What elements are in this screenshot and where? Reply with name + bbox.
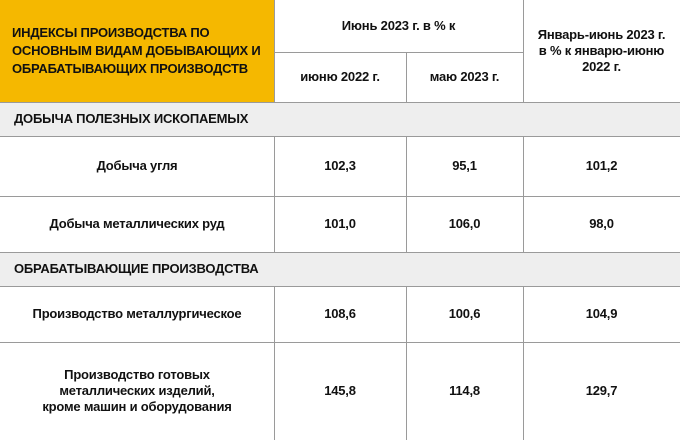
column-divider: [406, 286, 407, 440]
row-divider: [0, 136, 680, 137]
value-jan-june: 98,0: [589, 216, 614, 231]
value-jan-june: 101,2: [585, 158, 618, 173]
column-divider: [523, 286, 524, 440]
column-header-june-2022: июню 2022 г.: [300, 69, 380, 84]
value-may-2023: 100,6: [448, 306, 481, 321]
value-may-2023: 114,8: [449, 383, 480, 398]
table-title: ИНДЕКСЫ ПРОИЗВОДСТВА ПО ОСНОВНЫМ ВИДАМ ДОБЫВАЮЩИХ И ОБРАБАТЫВАЮЩИХ ПРОИЗВОДСТВ: [0, 0, 274, 102]
row-label: Добыча угля: [96, 158, 178, 173]
row-divider: [0, 196, 680, 197]
row-label: Производство готовых металлических изделий, кроме машин и оборудования: [42, 367, 232, 414]
section-header-mining: ДОБЫЧА ПОЛЕЗНЫХ ИСКОПАЕМЫХ: [0, 102, 680, 136]
value-june-2022: 101,0: [324, 216, 356, 231]
row-divider: [0, 342, 680, 343]
section-header-manufacturing: ОБРАБАТЫВАЮЩИЕ ПРОИЗВОДСТВА: [0, 252, 680, 286]
column-divider: [523, 0, 524, 102]
value-june-2022: 145,8: [324, 383, 356, 398]
value-may-2023: 106,0: [448, 216, 481, 231]
row-divider: [0, 102, 680, 103]
column-header-may-2023: маю 2023 г.: [429, 69, 500, 84]
value-jan-june: 104,9: [585, 306, 618, 321]
value-june-2022: 102,3: [324, 158, 356, 173]
value-may-2023: 95,1: [452, 158, 477, 173]
column-header-jan-june: Январь-июнь 2023 г. в % к январю-июню 2022 г.: [537, 27, 666, 74]
column-divider: [406, 52, 407, 102]
row-divider: [0, 252, 680, 253]
value-june-2022: 108,6: [324, 306, 356, 321]
row-label: Производство металлургическое: [32, 306, 242, 321]
column-group-header: Июнь 2023 г. в % к: [341, 18, 456, 33]
column-divider: [274, 136, 275, 252]
row-divider: [274, 52, 523, 53]
column-divider: [274, 286, 275, 440]
column-divider: [274, 0, 275, 102]
column-divider: [523, 136, 524, 252]
value-jan-june: 129,7: [585, 383, 618, 398]
row-label: Добыча металлических руд: [49, 216, 225, 231]
column-divider: [406, 136, 407, 252]
row-divider: [0, 286, 680, 287]
